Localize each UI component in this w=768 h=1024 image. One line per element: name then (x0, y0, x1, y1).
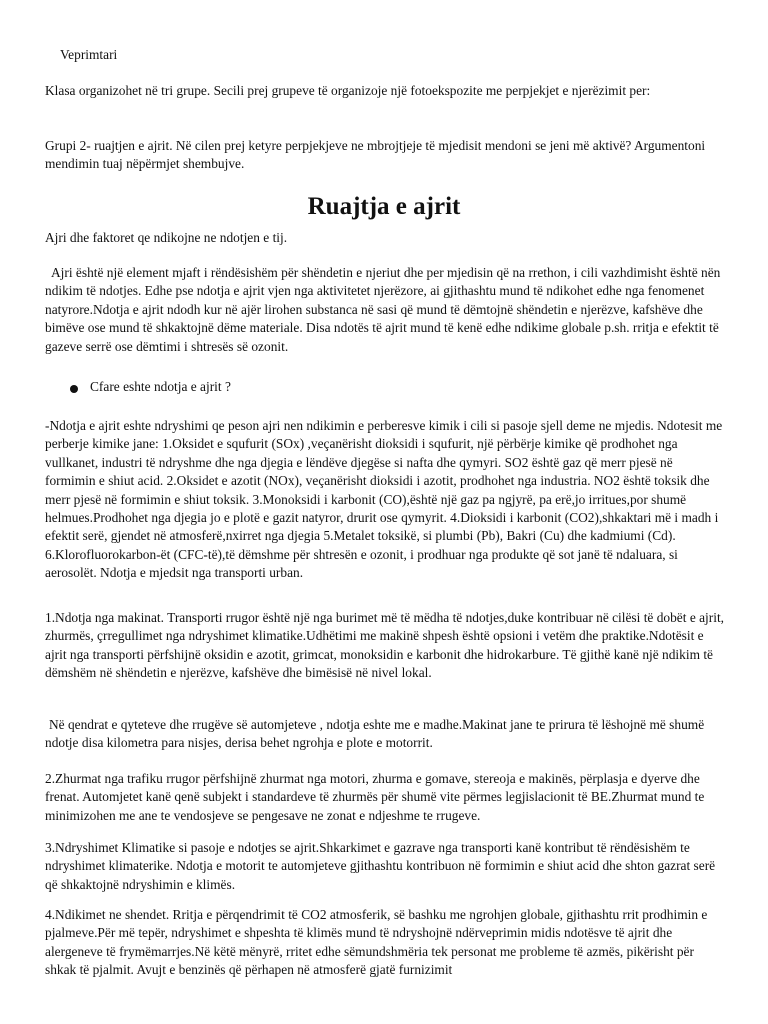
page-title: Ruajtja e ajrit (307, 193, 461, 220)
intro-body-paragraph: Ajri është një element mjaft i rëndësishëm për shëndetin e njeriut dhe per mjedisin që na rrethon, i cili vazhdimisht është nën ndikim të ndotjes. Edhe pse ndotja e ajrit vjen nga aktivitetet njerëzore, ai gjithashtu mund të ndikohet edhe nga fenomenet natyrore.Ndotja e ajrit ndodh kur në ajër lirohen substanca në sasi që mund të dëmtojnë shëndetin e njerëzve, kafshëve dhe bimëve ose mund të shkaktojnë dëme materiale. Disa ndotës të ajrit mund të kenë edhe ndikime globale p.sh. rritja e efektit të gazeve serrë ose dëmtimi i shtresës së ozonit. (45, 265, 721, 354)
noise-paragraph: 2.Zhurmat nga trafiku rrugor përfshijnë zhurmat nga motori, zhurma e gomave, stereoja e makinës, përplasja e dyerve dhe frenat. Automjetet kanë qenë subjekt i standardeve të zhurmës për shumë vite përmes legjislacionit të BE.Zhurmat mund te minimizohen me ane te vendosjeve se pengesave ne zonat e ndjeshme te rrugeve. (45, 771, 705, 823)
city-pollution-paragraph: Në qendrat e qyteteve dhe rrugëve së automjeteve , ndotja eshte me e madhe.Makinat jane te prirura të lëshojnë më shumë ndotje disa kilometra para nisjes, derisa behet ngrohja e plote e motorrit. (45, 717, 705, 751)
pollutants-paragraph: -Ndotja e ajrit eshte ndryshimi qe peson ajri nen ndikimin e perberesve kimik i cili si pasoje sjell deme ne mjedis. Ndotesit me perberje kimike jane: 1.Oksidet e squfurit (SOx) ,veçanërisht dioksidi i squfurit, një përbërje kimike që prodhohet nga vullkanet, industri të ndryshme dhe nga djegia e lëndëve djegëse si nafta dhe qymyri. SO2 është gaz që merr pjesë në formimin e shiut acid. 2.Oksidet e azotit (NOx), veçanërisht dioksidi i azotit, prodhohet nga industria. NO2 është toksik dhe merr pjesë në formimin e shiut toksik. 3.Monoksidi i karbonit (CO),është një gaz pa ngjyrë, pa erë,jo irritues,por shumë helmues.Prodhohet nga djegia jo e plotë e gazit natyror, drurit ose qymyrit. 4.Dioksidi i karbonit (CO2),shkaktari më i madh i efektit serë, gjendet në atmosferë,nxirret nga djegia 5.Metalet toksikë, si plumbi (Pb), Bakri (Cu) dhe kadmiumi (Cd). 6.Klorofluorokarbon-ët (CFC-të),të dëmshme për shtresën e ozonit, i prodhuar nga produkte që sot janë të ndaluara, si aerosolët. Ndotja e mjedsit nga transporti urban. (45, 418, 723, 581)
cars-pollution-paragraph: 1.Ndotja nga makinat. Transporti rrugor është një nga burimet më të mëdha të ndotjes,duke kontribuar në cilësi të dobët e ajrit, zhurmës, çrregullimet nga ndryshimet klimatike.Udhëtimi me makinë shpesh është opsioni i vetëm dhe praktike.Ndotësit e ajrit nga transporti përfshijnë oksidin e azotit, grimcat, monoksidin e karbonit dhe hidrokarbure. Të gjithë kanë një ndikim të dëmshëm në shëndetin e njerëzve, kafshëve dhe bimësisë në nivel lokal. (45, 610, 725, 681)
intro-paragraph: Klasa organizohet në tri grupe. Secili prej grupeve të organizoje një fotoekspozite me perpjekjet e njerëzimit per: (45, 83, 651, 98)
bullet-question: Cfare eshte ndotja e ajrit ? (90, 379, 231, 394)
header-label: Veprimtari (60, 47, 118, 62)
bullet-dot-icon (70, 385, 78, 393)
task-paragraph: Grupi 2- ruajtjen e ajrit. Në cilen prej ketyre perpjekjeve ne mbrojtjeje të mjedisit mendoni se jeni më aktivë? Argumentoni mendimin tuaj nëpërmjet shembujve. (45, 138, 706, 172)
health-paragraph: 4.Ndikimet ne shendet. Rritja e përqendrimit të CO2 atmosferik, së bashku me ngrohjen globale, gjithashtu rrit prodhimin e pjalmeve.Për më tepër, ndryshimet e shpeshta të klimës mund të ndryshojnë ndërveprimin midis ndotësve të ajrit dhe alergeneve të frymëmarrjes.Në këtë mënyrë, rritet edhe sëmundshmëria tek personat me probleme të azmës, pikërisht për shkak të pjalmit. Avujt e benzinës që përhapen në atmosferë gjatë furnizimit (45, 907, 708, 978)
climate-paragraph: 3.Ndryshimet Klimatike si pasoje e ndotjes se ajrit.Shkarkimet e gazrave nga transporti kanë kontribut të rëndësishëm te ndryshimet klimaterike. Ndotja e motorit te automjeteve gjithashtu kontribuon në formimin e shiut acid dhe shton gazrat serë që shkaktojnë ndryshimin e klimës. (45, 840, 716, 892)
subtitle-paragraph: Ajri dhe faktoret qe ndikojne ne ndotjen e tij. (45, 230, 288, 245)
